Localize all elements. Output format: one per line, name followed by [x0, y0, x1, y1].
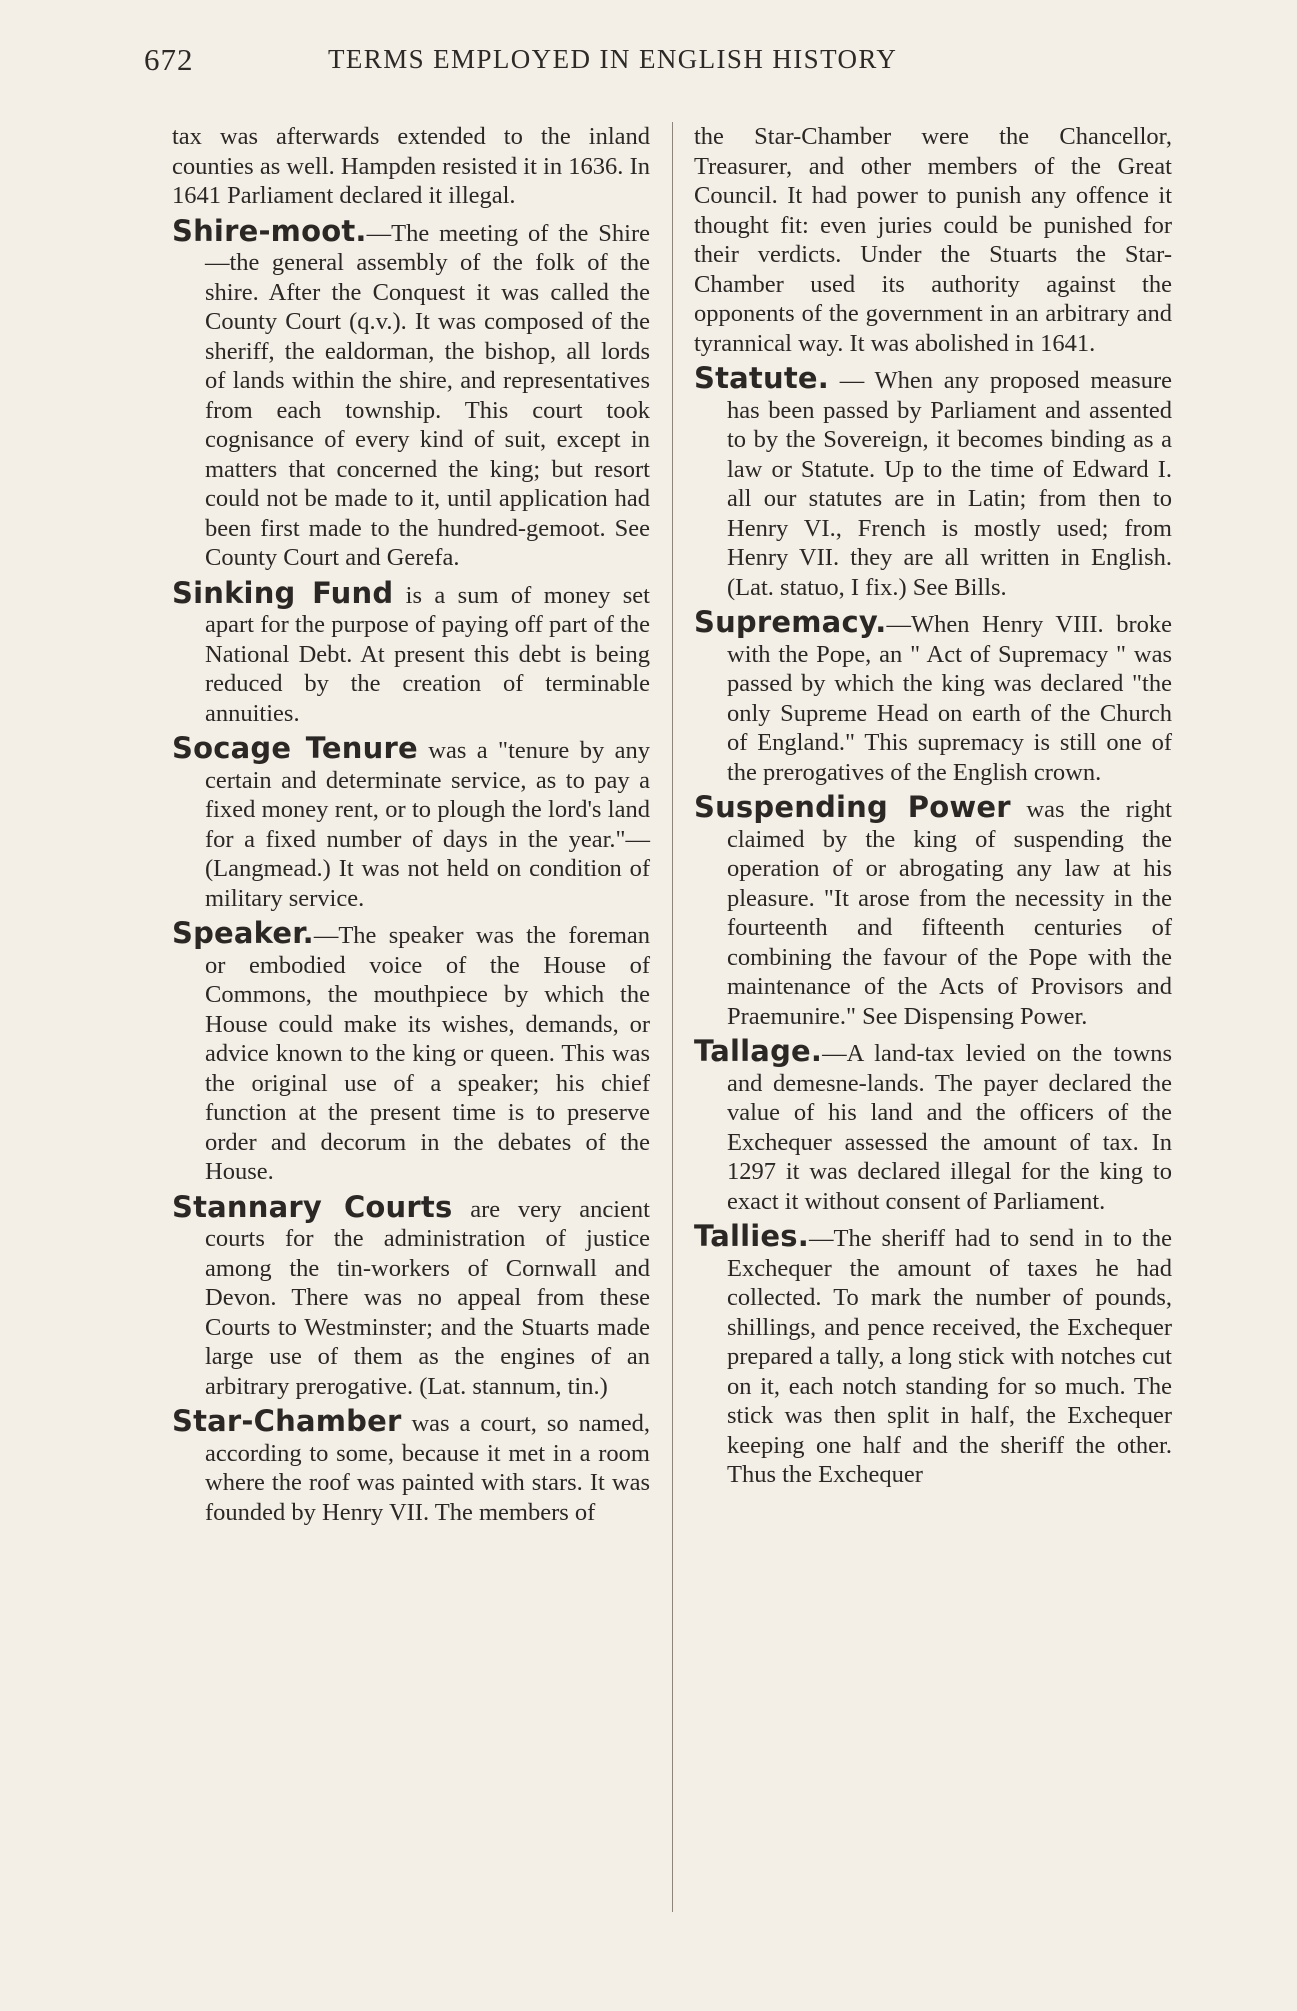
glossary-entry — [172, 1189, 650, 1402]
glossary-entry — [172, 575, 650, 729]
glossary-entry — [694, 361, 1172, 602]
entry-definition: —The sheriff had to send in to the Exchequer the amount of taxes he had collected. To mark the number of pounds, shillings, and pence received, the Exchequer prepared a tally, a long stick with notches cut on it, each notch standing for so much. The stick was then split in half, the Exchequer keeping one half and the sheriff the other. Thus the Exchequer — [727, 1225, 1172, 1488]
entry-definition: was a court, so named, according to some, because it met in a room where the roof was painted with stars. It was founded by Henry VII. The members of — [205, 1410, 650, 1526]
entry-list — [694, 361, 1172, 1490]
entry-definition: —The meeting of the Shire—the general assembly of the folk of the shire. After the Conquest it was called the County Court (q.v.). It was composed of the sheriff, the ealdorman, the bishop, all lords of lands within the shire, and representatives from each township. This court took cognisance of every kind of suit, except in matters that concerned the king; but resort could not be made to it, until application had been first made to the hundred-gemoot. See County Court and Gerefa. — [205, 219, 650, 571]
glossary-entry — [172, 213, 650, 573]
entry-headword: Statute. — [694, 361, 829, 395]
entry-headword: Tallage. — [694, 1034, 823, 1068]
entry-definition: was the right claimed by the king of suspending the operation of or abrogating any law at his pleasure. "It arose from the necessity in the fourteenth and fifteenth centuries of combining the favour of the Pope with the maintenance of the Acts of Provisors and Praemunire." See Dispensing Power. — [727, 796, 1172, 1030]
entry-headword: Tallies. — [694, 1219, 809, 1253]
continuation-text: the Star-Chamber were the Chancellor, Treasurer, and other members of the Great Council. It had power to punish any offence it thought fit: even juries could be punished for their verdicts. Under the Stuarts the Star-Chamber used its authority against the opponents of the government in an arbitrary and tyrannical way. It was abolished in 1641. — [694, 123, 1172, 357]
entry-definition: are very ancient courts for the administration of justice among the tin-workers of Cornwall and Devon. There was no appeal from these Courts to Westminster; and the Stuarts made large use of them as the engines of an arbitrary prerogative. (Lat. stannum, tin.) — [205, 1195, 650, 1400]
entry-headword: Shire-moot. — [172, 213, 367, 248]
glossary-entry — [694, 605, 1172, 787]
glossary-entry — [694, 1219, 1172, 1490]
entry-headword: Sinking Fund — [172, 575, 394, 610]
right-column — [694, 122, 1172, 1496]
entry-definition: —The speaker was the foreman or embodied voice of the House of Commons, the mouthpiece by which the House could make its wishes, demands, or advice known to the king or queen. This was the original use of a speaker; his chief function at the present time is to preserve order and decorum in the debates of the House. — [205, 922, 650, 1185]
entry-headword: Supremacy. — [694, 605, 887, 639]
entry-headword: Star-Chamber — [172, 1404, 402, 1438]
entry-headword: Suspending Power — [694, 790, 1011, 824]
entry-definition: —A land-tax levied on the towns and demesne-lands. The payer declared the value of his land and the officers of the Exchequer assessed the amount of tax. In 1297 it was declared illegal for the king to exact it without consent of Parliament. — [727, 1040, 1172, 1215]
running-title: TERMS EMPLOYED IN ENGLISH HISTORY — [328, 44, 898, 74]
entry-definition: was a "tenure by any certain and determinate service, as to pay a fixed money rent, or to plough the lord's land for a fixed number of days in the year."—(Langmead.) It was not held on condition of military service. — [205, 737, 650, 912]
page-number: 672 — [144, 42, 194, 77]
glossary-entry — [694, 790, 1172, 1031]
entry-list — [172, 213, 650, 1528]
entry-headword: Speaker. — [172, 916, 314, 950]
entry-definition: — When any proposed measure has been passed by Parliament and assented to by the Sovereign, it becomes binding as a law or Statute. Up to the time of Edward I. all our statutes are in Latin; from then to Henry VI., French is mostly used; from Henry VII. they are all written in English. (Lat. statuo, I fix.) See Bills. — [727, 367, 1172, 601]
glossary-entry — [172, 916, 650, 1187]
entry-headword: Stannary Courts — [172, 1189, 453, 1224]
continuation-text: tax was afterwards extended to the inland counties as well. Hampden resisted it in 1636. In 1641 Parliament declared it illegal. — [172, 123, 650, 209]
entry-definition: —When Henry VIII. broke with the Pope, an " Act of Supremacy " was passed by which the king was declared "the only Supreme Head on earth of the Church of England." This supremacy is still one of the prerogatives of the English crown. — [727, 611, 1172, 786]
left-column — [172, 122, 650, 1533]
column-divider — [672, 122, 673, 1912]
glossary-entry — [172, 731, 650, 913]
entry-headword: Socage Tenure — [172, 731, 418, 765]
entry-definition: is a sum of money set apart for the purpose of paying off part of the National Debt. At present this debt is being reduced by the creation of terminable annuities. — [205, 581, 650, 727]
glossary-entry — [694, 1034, 1172, 1216]
page-header — [144, 42, 1210, 82]
glossary-entry — [172, 1404, 650, 1527]
